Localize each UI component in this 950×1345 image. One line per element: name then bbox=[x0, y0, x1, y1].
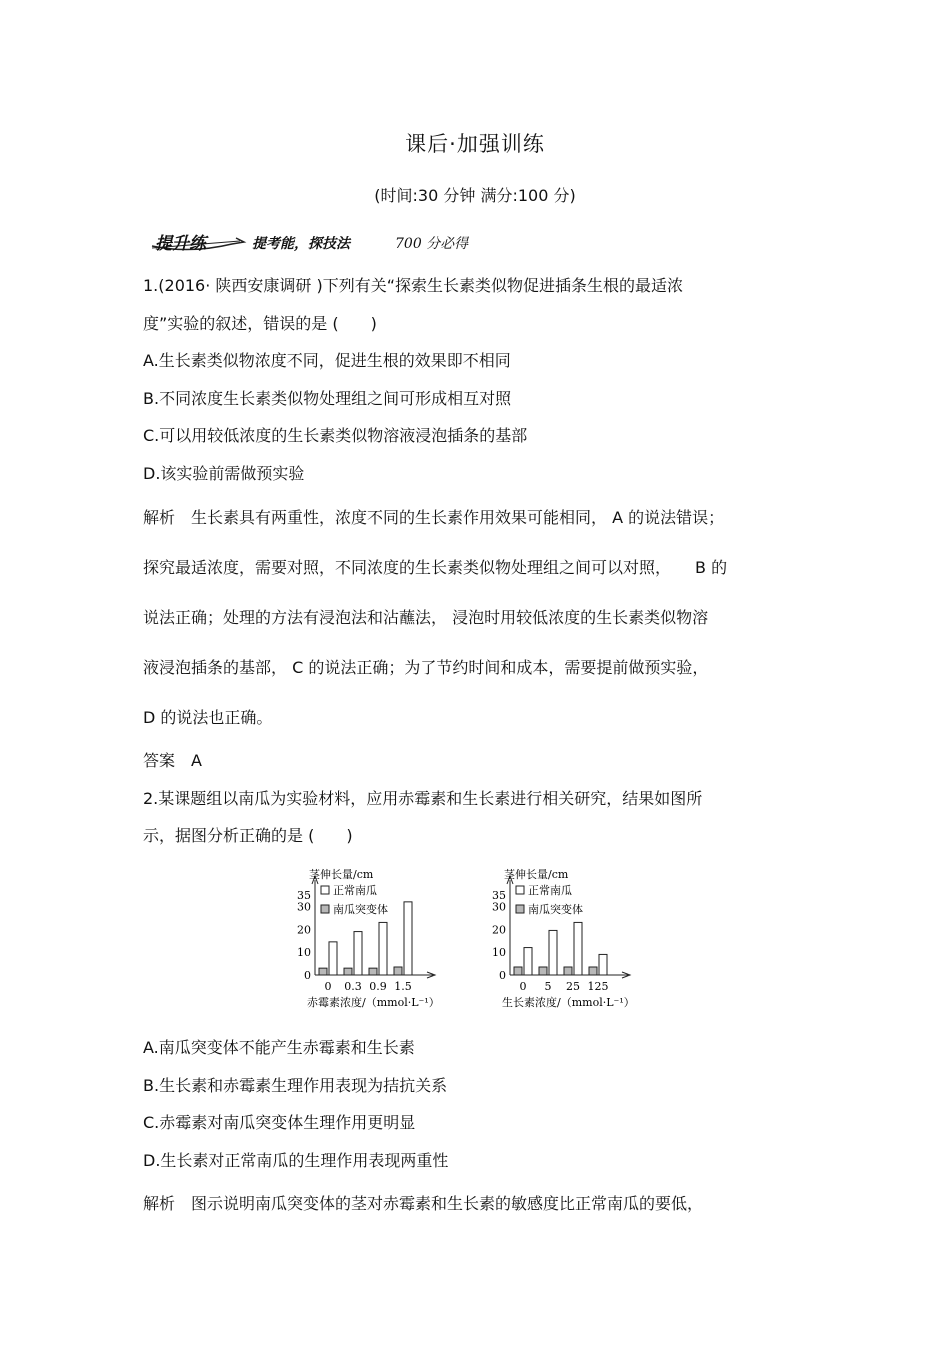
bar bbox=[344, 968, 352, 975]
bar bbox=[589, 967, 597, 975]
bar bbox=[354, 932, 362, 975]
q1-option-a: A.生长素类似物浓度不同，促进生根的效果即不相同 bbox=[143, 351, 511, 370]
legend-label: 南瓜突变体 bbox=[528, 903, 583, 916]
x-tick-label: 25 bbox=[566, 980, 580, 993]
q1-option-d: D.该实验前需做预实验 bbox=[143, 464, 305, 483]
banner-label: 提升练 bbox=[155, 234, 206, 254]
y-tick-label: 20 bbox=[492, 923, 506, 937]
q1-stem-line1: 1.(2016· 陕西安康调研 )下列有关“探索生长素类似物促进插条生根的最适浓 bbox=[143, 276, 684, 295]
q1-option-c: C.可以用较低浓度的生长素类似物溶液浸泡插条的基部 bbox=[143, 426, 528, 445]
y-tick-label: 0 bbox=[499, 969, 506, 982]
q1-option-b: B.不同浓度生长素类似物处理组之间可形成相互对照 bbox=[143, 389, 512, 408]
q1-analysis-line4: 液浸泡插条的基部， C 的说法正确；为了节约时间和成本，需要提前做预实验， bbox=[143, 658, 709, 677]
legend-swatch bbox=[516, 905, 524, 913]
q2-option-d: D.生长素对正常南瓜的生理作用表现两重性 bbox=[143, 1151, 449, 1170]
legend-swatch bbox=[516, 886, 524, 894]
bar bbox=[329, 942, 337, 975]
bar bbox=[599, 954, 607, 975]
x-tick-label: 1.5 bbox=[394, 980, 412, 993]
time-score-info: (时间:30 分钟 满分:100 分) bbox=[374, 186, 576, 205]
x-tick-label: 0 bbox=[519, 980, 527, 993]
q1-analysis-line3: 说法正确；处理的方法有浸泡法和沾蘸法， 浸泡时用较低浓度的生长素类似物溶 bbox=[143, 608, 709, 627]
legend-label: 南瓜突变体 bbox=[333, 903, 388, 916]
q2-stem-line1: 2.某课题组以南瓜为实验材料，应用赤霉素和生长素进行相关研究，结果如图所 bbox=[143, 789, 703, 808]
bar bbox=[564, 967, 572, 975]
x-tick-label: 5 bbox=[544, 980, 552, 993]
bar bbox=[524, 948, 532, 975]
x-axis-label: 赤霉素浓度/（mmol·L⁻¹） bbox=[307, 996, 440, 1009]
q2-option-c: C.赤霉素对南瓜突变体生理作用更明显 bbox=[143, 1113, 416, 1132]
bar bbox=[369, 968, 377, 975]
x-tick-label: 0.9 bbox=[369, 980, 387, 993]
bar bbox=[514, 967, 522, 975]
bar bbox=[404, 902, 412, 975]
q1-analysis-line5: D 的说法也正确。 bbox=[143, 708, 273, 727]
bar bbox=[319, 968, 327, 975]
x-axis-label: 生长素浓度/（mmol·L⁻¹） bbox=[502, 996, 635, 1009]
y-tick-label: 30 bbox=[492, 900, 506, 914]
q1-analysis-line2: 探究最适浓度，需要对照，不同浓度的生长素类似物处理组之间可以对照， B 的 bbox=[143, 558, 728, 577]
legend-label: 正常南瓜 bbox=[333, 884, 377, 897]
legend-label: 正常南瓜 bbox=[528, 884, 572, 897]
bar bbox=[574, 922, 582, 975]
y-axis-label: 茎伸长量/cm bbox=[309, 868, 374, 881]
page-title: 课后·加强训练 bbox=[405, 132, 545, 156]
y-tick-label: 0 bbox=[304, 969, 311, 982]
bar bbox=[379, 922, 387, 975]
y-tick-label: 10 bbox=[492, 946, 506, 960]
q1-stem-line2: 度”实验的叙述，错误的是 ( ) bbox=[143, 314, 377, 333]
legend-swatch bbox=[321, 905, 329, 913]
q1-answer: 答案 A bbox=[143, 751, 202, 770]
y-axis-label: 茎伸长量/cm bbox=[504, 868, 569, 881]
auxin-bar-chart bbox=[480, 862, 660, 1012]
y-tick-label: 35 bbox=[492, 889, 506, 902]
banner-text: 提考能，探技法 bbox=[252, 236, 350, 252]
banner-score: 700 分必得 bbox=[395, 236, 469, 252]
gibberellin-bar-chart bbox=[285, 862, 465, 1012]
q2-stem-line2: 示，据图分析正确的是 ( ) bbox=[143, 826, 353, 845]
x-tick-label: 0 bbox=[324, 980, 332, 993]
q2-option-a: A.南瓜突变体不能产生赤霉素和生长素 bbox=[143, 1038, 415, 1057]
x-tick-label: 0.3 bbox=[344, 980, 362, 993]
y-tick-label: 35 bbox=[297, 889, 311, 902]
q2-analysis-line1: 解析 图示说明南瓜突变体的茎对赤霉素和生长素的敏感度比正常南瓜的要低， bbox=[143, 1194, 704, 1213]
bar bbox=[394, 967, 402, 975]
bar bbox=[549, 930, 557, 975]
y-tick-label: 20 bbox=[297, 923, 311, 937]
x-tick-label: 125 bbox=[587, 980, 609, 993]
y-tick-label: 30 bbox=[297, 900, 311, 914]
legend-swatch bbox=[321, 886, 329, 894]
bar bbox=[539, 967, 547, 975]
y-tick-label: 10 bbox=[297, 946, 311, 960]
q2-option-b: B.生长素和赤霉素生理作用表现为拮抗关系 bbox=[143, 1076, 448, 1095]
q1-analysis-line1: 解析 生长素具有两重性，浓度不同的生长素作用效果可能相同， A 的说法错误； bbox=[143, 508, 725, 527]
